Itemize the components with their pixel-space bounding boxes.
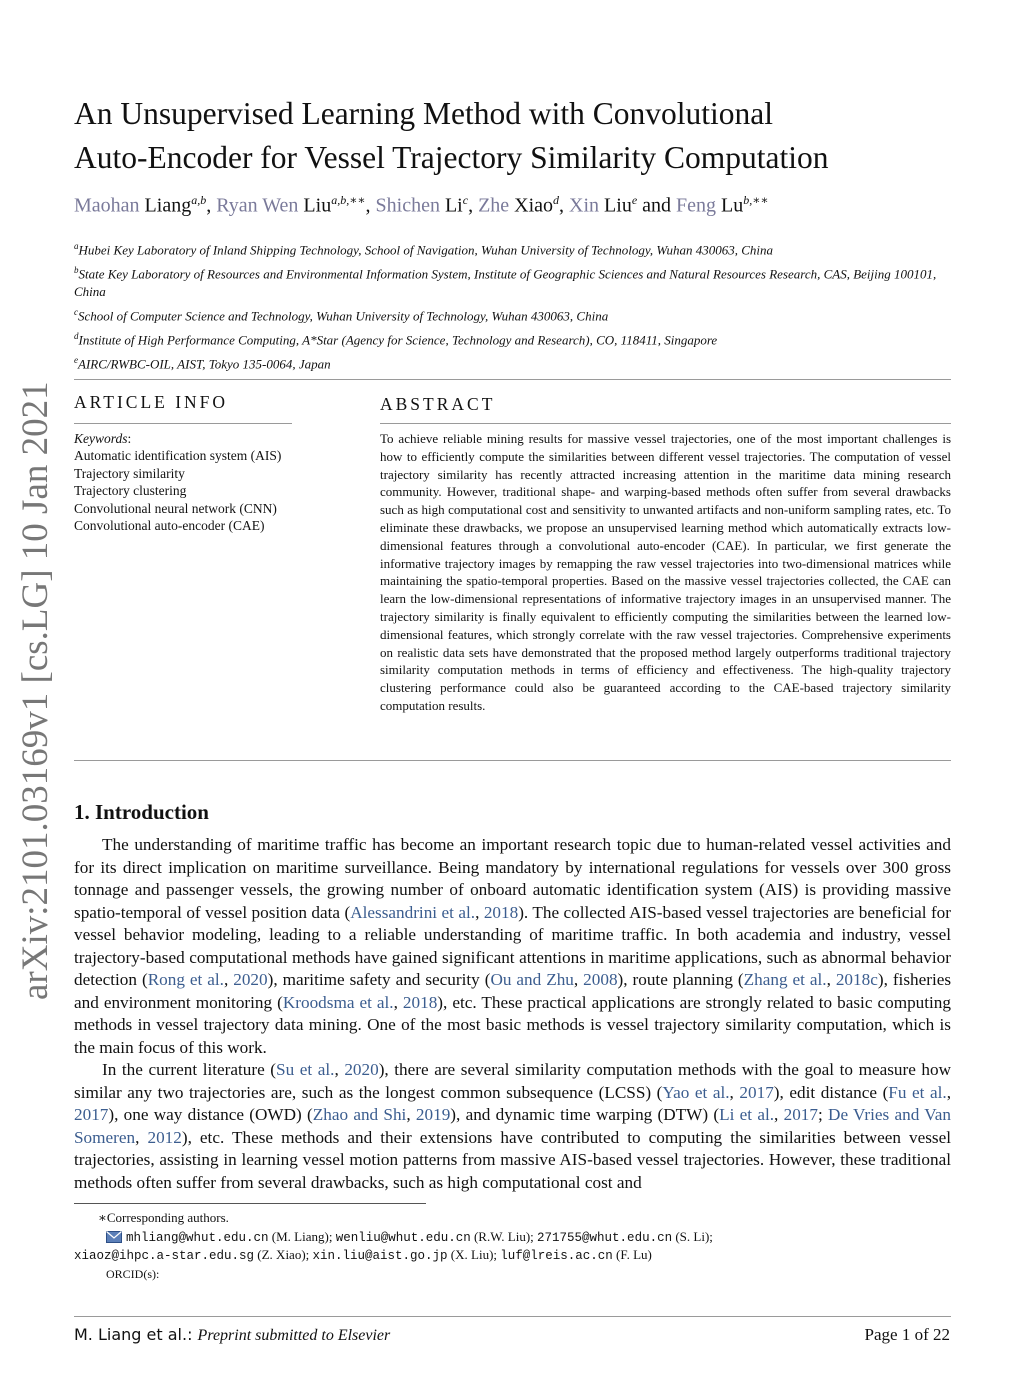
keyword-item: Automatic identification system (AIS): [74, 448, 282, 464]
paper-title: [74, 92, 974, 180]
affiliation-mark: d: [74, 330, 79, 341]
body-text: ), fisheries and environment monitoring (: [74, 970, 952, 1012]
keyword-item: Convolutional neural network (CNN): [74, 500, 277, 516]
article-info-heading: ARTICLE INFO: [74, 392, 229, 412]
body-text: ,: [334, 1060, 345, 1079]
body-text: ,: [135, 1127, 148, 1147]
body-text: ,: [223, 970, 234, 989]
citation-link[interactable]: 2019: [415, 1105, 451, 1124]
body-text: ), etc. These practical applications are strongly related to basic computing methods in vessel trajectory data mining. One of the most basic methods is vessel trajectory similarity computation, which is the main focus of this work.: [74, 992, 951, 1057]
author-family-name: Liu: [604, 194, 632, 217]
intro-paragraph-2: [74, 1059, 951, 1194]
author-given-name: Xin: [569, 194, 605, 217]
citation-link[interactable]: 2012: [147, 1127, 182, 1147]
email-link[interactable]: xiaoz@ihpc.a-star.edu.sg: [74, 1249, 255, 1263]
citation-link[interactable]: Kroodsma et al.: [282, 992, 394, 1012]
footer-author: M. Liang et al.:: [74, 1325, 198, 1344]
citation-link[interactable]: De Vries and Van Someren: [74, 1105, 951, 1147]
email-owner: (M. Liang);: [268, 1229, 336, 1244]
citation-link[interactable]: Alessandrini et al.: [350, 902, 476, 922]
body-text: ), one way distance (OWD) (: [108, 1105, 313, 1124]
author-family-name: Xiao: [514, 194, 554, 217]
affiliation-text: Hubei Key Laboratory of Inland Shipping Technology, School of Navigation, Wuhan University of Technology, Wuhan 430063, China: [78, 242, 774, 258]
affiliation: [74, 262, 954, 299]
title-line-1: An Unsupervised Learning Method with Convolutional: [74, 96, 774, 131]
affiliation-text: AIRC/RWBC-OIL, AIST, Tokyo 135-0064, Japan: [78, 356, 331, 372]
citation-link[interactable]: Ou and Zhu: [490, 970, 574, 989]
body-text: ,: [573, 970, 584, 989]
author-given-name: Zhe: [478, 194, 515, 217]
email-owner: (S. Li);: [672, 1229, 713, 1244]
body-text: ), edit distance (: [773, 1082, 889, 1102]
citation-link[interactable]: Li et al.: [719, 1105, 775, 1124]
footnote-corresponding: ∗Corresponding authors.: [98, 1210, 229, 1225]
footnote-rule: [74, 1203, 426, 1204]
citation-link[interactable]: Zhao and Shi: [312, 1105, 407, 1124]
affiliation-mark: c: [74, 306, 78, 317]
author-affiliation-mark: c: [462, 193, 469, 207]
citation-link[interactable]: Rong et al.: [147, 970, 224, 989]
abstract-text: To achieve reliable mining results for massive vessel trajectories, one of the most important challenges is how to efficiently compute the similarities between different vessel trajectories. The computation of vessel trajectory similarity has recently attracted increasing attention in the maritime data mining research community. However, traditional shape- and warping-based methods often suffer from several drawbacks such as high computational cost and sensitivity to unwanted artifacts and non-uniform sampling rates, etc. To eliminate these drawbacks, we propose an unsupervised learning method which automatically extracts low-dimensional features through a convolutional auto-encoder (CAE). In particular, we first generate the informative trajectory images by remapping the raw vessel trajectories into two-dimensional matrices while maintaining the spatio-temporal properties. Based on the massive vessel trajectories collected, the CAE can learn the low-dimensional representations of informative trajectory images in an unsupervised manner. The trajectory similarity is finally equivalent to efficiently computing the similarities between the learned low-dimensional features, which strongly correlate with the raw vessel trajectories. Comprehensive experiments on realistic data sets have demonstrated that the proposed method largely outperforms traditional trajectory similarity computation methods in terms of efficiency and effectiveness. The high-quality trajectory clustering performance could also be guaranteed according to the CAE-based trajectory similarity computation results.: [380, 431, 951, 713]
section-heading-introduction: 1. Introduction: [74, 800, 209, 824]
email-owner: (R.W. Liu);: [470, 1229, 538, 1244]
affiliation: [74, 352, 954, 372]
email-owner: (X. Liu);: [447, 1247, 501, 1262]
email-line-2: [74, 1246, 652, 1265]
author-separator: ,: [559, 194, 570, 217]
author-family-name: Li: [444, 194, 463, 217]
affiliation-mark: b: [74, 265, 79, 276]
author-affiliation-mark: a,b,∗∗: [331, 193, 366, 207]
email-line-1: [106, 1228, 713, 1248]
author-given-name: Shichen: [375, 194, 445, 217]
author-affiliation-mark: e: [631, 193, 638, 207]
body-text: ,: [475, 902, 484, 922]
author-separator: ,: [365, 194, 376, 217]
body-text: In the current literature (: [102, 1060, 277, 1079]
body-text: ), maritime safety and security (: [267, 970, 491, 989]
affiliation-list: [74, 238, 954, 377]
body-text: ,: [406, 1105, 416, 1124]
arxiv-stamp: arXiv:2101.03169v1 [cs.LG] 10 Jan 2021: [15, 381, 56, 1000]
affiliation-text: State Key Laboratory of Resources and Environmental Information System, Institute of Geographic Sciences and Natural Resources Research, CAS, Beijing 100101, China: [74, 266, 937, 299]
citation-link[interactable]: 2020: [233, 970, 268, 989]
body-text: ), etc. These methods and their extensions have contributed to computing the similarities between vessel trajectories, assisting in learning vessel motion patterns from massive AIS-based vessel trajectories. However, these traditional methods often suffer from several drawbacks, such as high computational cost and: [74, 1127, 951, 1192]
body-text: ;: [817, 1105, 829, 1124]
affiliation: [74, 304, 954, 324]
author-given-name: Maohan: [74, 194, 145, 217]
body-text: ,: [946, 1082, 951, 1102]
citation-link[interactable]: Fu et al.: [888, 1082, 947, 1102]
abstract-rule: [380, 423, 951, 424]
affiliation-mark: a: [74, 241, 79, 251]
email-owner: (Z. Xiao);: [254, 1247, 313, 1262]
body-text: ,: [729, 1082, 740, 1102]
citation-link[interactable]: Yao et al.: [662, 1082, 730, 1102]
orcid-label: ORCID(s):: [106, 1267, 160, 1281]
keyword-item: Convolutional auto-encoder (CAE): [74, 518, 265, 534]
citation-link[interactable]: 2018: [402, 992, 438, 1012]
citation-link[interactable]: 2018c: [835, 970, 878, 989]
title-line-2: Auto-Encoder for Vessel Trajectory Similarity Computation: [74, 140, 829, 175]
footer-journal: Preprint submitted to Elsevier: [197, 1327, 391, 1344]
body-text: The understanding of maritime traffic has become an important research topic due to human-related vessel activities and for its direct implication on maritime surveillance. Being mandatory by international regulations for vessels over 300 gross tonnage and passenger vessels, the growing number of onboard automatic identification system (AIS) is providing massive spatio-temporal of vessel position data (: [74, 835, 951, 922]
body-text: ), and dynamic time warping (DTW) (: [450, 1105, 720, 1124]
citation-link[interactable]: 2017: [783, 1105, 818, 1124]
author-separator: ,: [468, 194, 479, 217]
body-text: ,: [393, 992, 403, 1012]
email-link[interactable]: mhliang@whut.edu.cn: [126, 1231, 269, 1245]
citation-link[interactable]: 2008: [583, 970, 618, 989]
citation-link[interactable]: Su et al.: [276, 1060, 335, 1079]
intro-paragraph-1: [74, 834, 951, 1059]
author-separator: and: [637, 194, 677, 217]
citation-link[interactable]: 2018: [483, 902, 519, 922]
header-rule: [74, 379, 951, 380]
introduction-body: [74, 834, 951, 1194]
author-given-name: Feng: [676, 194, 722, 217]
affiliation-mark: e: [74, 355, 78, 366]
email-link[interactable]: 271755@whut.edu.cn: [537, 1231, 673, 1245]
keyword-item: Trajectory similarity: [74, 465, 185, 481]
author-affiliation-mark: d: [553, 193, 560, 207]
author-family-name: Lu: [721, 194, 744, 217]
keyword-list: [74, 447, 334, 534]
email-link[interactable]: luf@lreis.ac.cn: [500, 1249, 613, 1263]
email-link[interactable]: wenliu@whut.edu.cn: [335, 1231, 471, 1245]
affiliation-text: Institute of High Performance Computing, A*Star (Agency for Science, Technology and Research), CO, 118411, Singapore: [78, 332, 718, 348]
author-given-name: Ryan Wen: [216, 194, 304, 217]
author-affiliation-mark: b,∗∗: [743, 193, 769, 207]
citation-link[interactable]: Zhang et al.: [743, 970, 827, 989]
author-affiliation-mark: a,b: [191, 193, 207, 207]
citation-link[interactable]: 2017: [74, 1105, 109, 1124]
footer-citation: [74, 1325, 390, 1345]
keywords-block: Keywords: Automatic identification system (AIS) Trajectory similarity Trajectory clustering Convolutional neural network (CNN) Convolutional auto-encoder (CAE): [74, 430, 334, 534]
citation-link[interactable]: 2020: [344, 1060, 379, 1079]
footer-rule: [74, 1316, 951, 1317]
author-family-name: Liu: [303, 194, 332, 217]
author-family-name: Liang: [144, 194, 192, 217]
author-separator: ,: [206, 194, 217, 217]
body-text: ), route planning (: [617, 970, 744, 989]
affiliation-text: School of Computer Science and Technology, Wuhan University of Technology, Wuhan 430063, China: [78, 307, 609, 323]
citation-link[interactable]: 2017: [739, 1082, 774, 1102]
keywords-label: Keywords: [74, 431, 128, 446]
affiliation: [74, 238, 954, 258]
email-link[interactable]: xin.liu@aist.go.jp: [312, 1249, 448, 1263]
body-text: ,: [826, 970, 836, 989]
footer-page-number: Page 1 of 22: [864, 1325, 950, 1344]
body-text: ,: [774, 1105, 784, 1124]
article-info-rule: [74, 423, 292, 424]
keyword-item: Trajectory clustering: [74, 483, 187, 499]
email-owner: (F. Lu): [612, 1247, 652, 1262]
body-text: ), there are several similarity computation methods with the goal to measure how similar any two trajectories are, such as the longest common subsequence (LCSS) (: [74, 1060, 952, 1102]
author-list: [74, 193, 769, 218]
body-text: ). The collected AIS-based vessel trajectories are beneficial for vessel behavior modeling, leading to a reliable understanding of maritime traffic. In both academia and industry, vessel trajectory-based computational methods have gained significant attentions in maritime applications, such as abnormal behavior detection (: [74, 902, 951, 989]
abstract-bottom-rule: [74, 760, 951, 761]
affiliation: [74, 328, 954, 348]
abstract-heading: ABSTRACT: [380, 394, 496, 414]
